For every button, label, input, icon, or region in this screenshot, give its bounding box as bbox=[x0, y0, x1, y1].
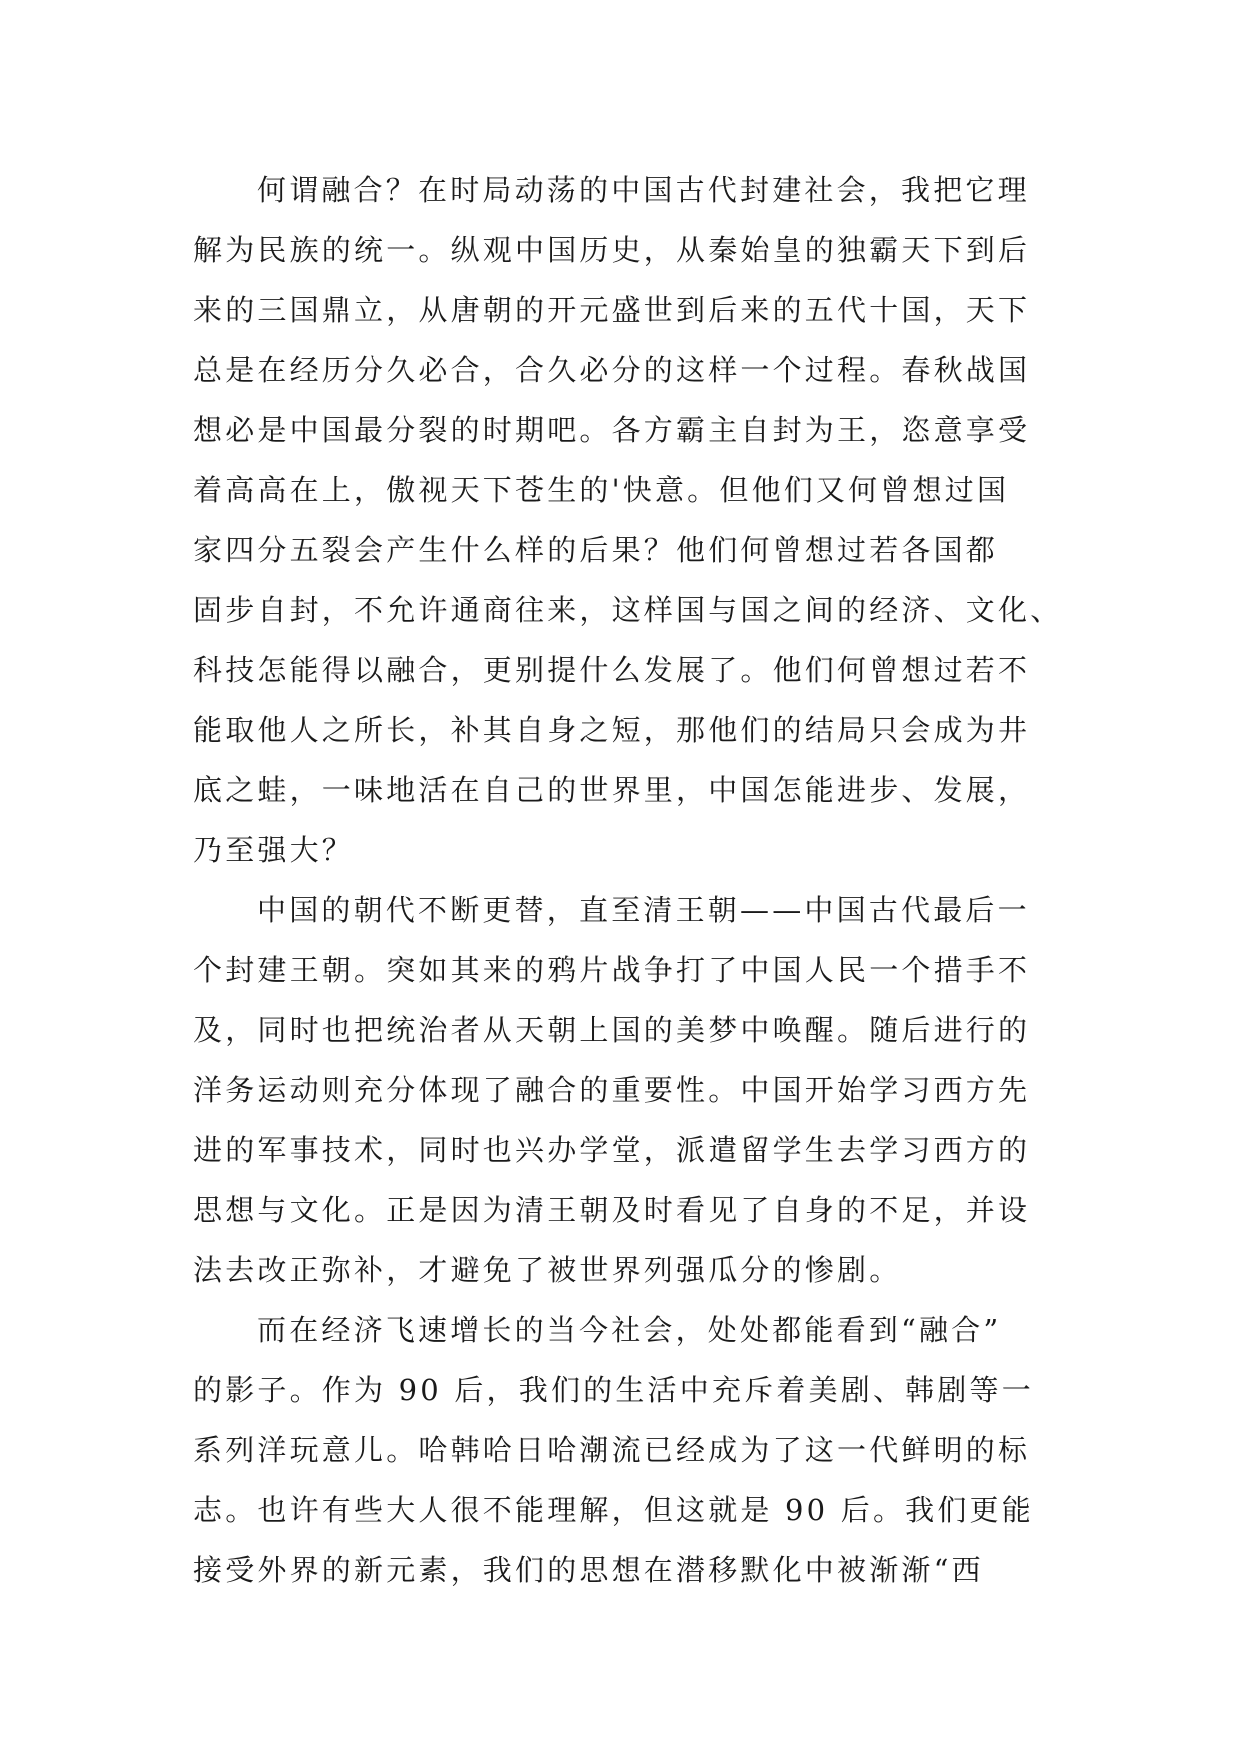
text-line: 接受外界的新元素，我们的思想在潜移默化中被渐渐“西 bbox=[193, 1553, 984, 1587]
text-line: 家四分五裂会产生什么样的后果？他们何曾想过若各国都 bbox=[193, 533, 999, 567]
text-line: 着高高在上，傲视天下苍生的'快意。但他们又何曾想过国 bbox=[193, 473, 1010, 507]
text-line: 底之蛙，一味地活在自己的世界里，中国怎能进步、发展， bbox=[193, 773, 1031, 807]
text-line: 志。也许有些大人很不能理解，但这就是 90 后。我们更能 bbox=[193, 1493, 1034, 1527]
text-line: 总是在经历分久必合，合久必分的这样一个过程。春秋战国 bbox=[193, 353, 1031, 387]
text-line: 来的三国鼎立，从唐朝的开元盛世到后来的五代十国，天下 bbox=[193, 293, 1031, 327]
text-line: 而在经济飞速增长的当今社会，处处都能看到“融合” bbox=[257, 1313, 1002, 1347]
text-line: 系列洋玩意儿。哈韩哈日哈潮流已经成为了这一代鲜明的标 bbox=[193, 1433, 1031, 1467]
text-line: 固步自封，不允许通商往来，这样国与国之间的经济、文化、 bbox=[193, 593, 1063, 627]
text-line: 科技怎能得以融合，更别提什么发展了。他们何曾想过若不 bbox=[193, 653, 1031, 687]
text-line: 能取他人之所长，补其自身之短，那他们的结局只会成为井 bbox=[193, 713, 1031, 747]
paragraph-1 bbox=[193, 160, 1063, 880]
paragraph-3 bbox=[193, 1300, 1049, 1600]
text-line: 思想与文化。正是因为清王朝及时看见了自身的不足，并设 bbox=[193, 1193, 1031, 1227]
paragraph-2 bbox=[193, 880, 1049, 1300]
text-line: 想必是中国最分裂的时期吧。各方霸主自封为王，恣意享受 bbox=[193, 413, 1031, 447]
text-line: 中国的朝代不断更替，直至清王朝——中国古代最后一 bbox=[257, 893, 1030, 927]
text-line: 及，同时也把统治者从天朝上国的美梦中唤醒。随后进行的 bbox=[193, 1013, 1031, 1047]
text-line: 进的军事技术，同时也兴办学堂，派遣留学生去学习西方的 bbox=[193, 1133, 1031, 1167]
text-line: 何谓融合？在时局动荡的中国古代封建社会，我把它理 bbox=[257, 173, 1030, 207]
body-text bbox=[193, 160, 1063, 1600]
text-line: 洋务运动则充分体现了融合的重要性。中国开始学习西方先 bbox=[193, 1073, 1031, 1107]
text-line: 的影子。作为 90 后，我们的生活中充斥着美剧、韩剧等一 bbox=[193, 1373, 1034, 1407]
text-line: 乃至强大？ bbox=[193, 833, 355, 867]
text-line: 解为民族的统一。纵观中国历史，从秦始皇的独霸天下到后 bbox=[193, 233, 1031, 267]
text-line: 法去改正弥补，才避免了被世界列强瓜分的惨剧。 bbox=[193, 1253, 902, 1287]
text-line: 个封建王朝。突如其来的鸦片战争打了中国人民一个措手不 bbox=[193, 953, 1031, 987]
